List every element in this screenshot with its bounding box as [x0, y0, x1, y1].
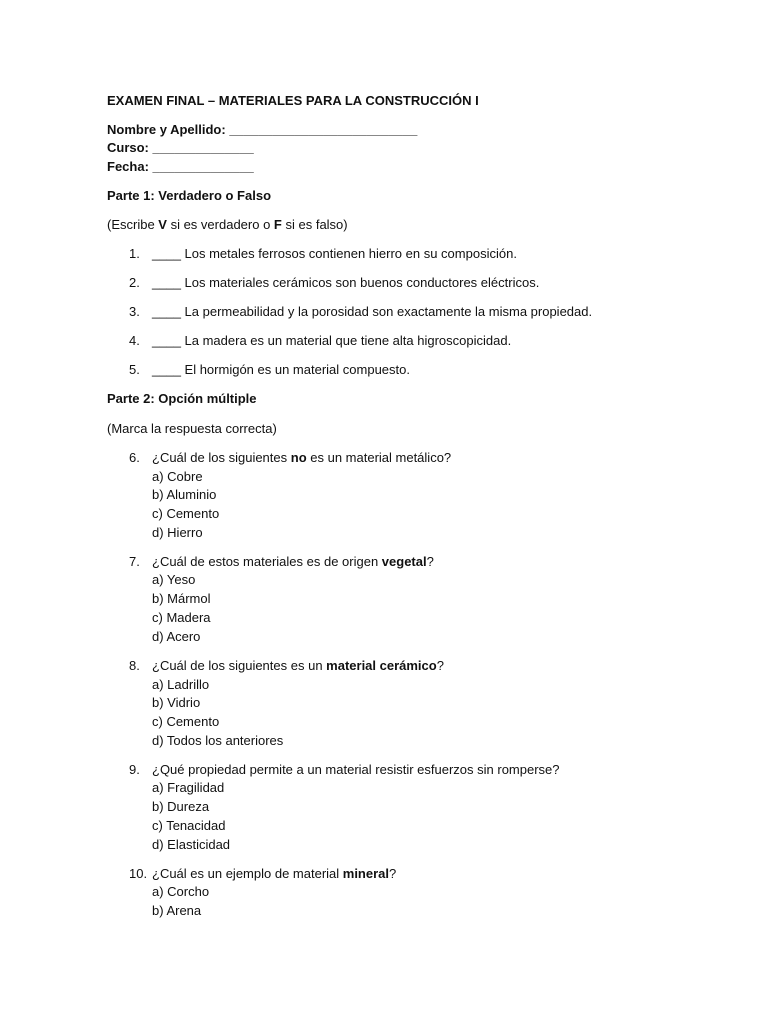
date-field [107, 158, 254, 176]
option: a) Fragilidad [152, 780, 225, 795]
answer-blank: ____ [152, 333, 181, 348]
tf-item [152, 274, 539, 292]
option: c) Cemento [152, 714, 220, 729]
question-number: 6. [129, 450, 140, 465]
option: c) Tenacidad [152, 818, 226, 833]
tf-item [152, 303, 592, 321]
item-number: 5. [129, 362, 140, 377]
part1-heading: Parte 1: Verdadero o Falso [107, 188, 272, 203]
option: d) Hierro [152, 525, 203, 540]
option: b) Arena [152, 903, 202, 918]
option: c) Cemento [152, 506, 220, 521]
answer-blank: ____ [152, 246, 181, 261]
question-pre: ¿Cuál es un ejemplo de material [152, 866, 343, 881]
question-post: ? [389, 866, 397, 881]
date-label: Fecha: [107, 159, 149, 174]
question-text [152, 761, 560, 779]
instr-text: (Escribe [107, 217, 159, 232]
option: a) Ladrillo [152, 677, 210, 692]
item-number: 1. [129, 246, 140, 261]
question-post: ? [436, 658, 444, 673]
name-field [107, 121, 417, 139]
question-number: 7. [129, 554, 140, 569]
answer-blank: ____ [152, 275, 181, 290]
question-text [152, 553, 434, 571]
option: a) Cobre [152, 469, 203, 484]
question-emphasis: mineral [342, 866, 390, 881]
question-pre: ¿Cuál de estos materiales es de origen [152, 554, 382, 569]
tf-item [152, 332, 511, 350]
course-blank: ______________ [152, 140, 254, 155]
option: b) Mármol [152, 591, 211, 606]
date-blank: ______________ [152, 159, 254, 174]
option: d) Elasticidad [152, 837, 231, 852]
question-text [152, 865, 396, 883]
option: a) Corcho [152, 884, 210, 899]
question-text [152, 657, 444, 675]
statement: La madera es un material que tiene alta higroscopicidad. [180, 333, 512, 348]
option: c) Madera [152, 610, 211, 625]
part2-instructions: (Marca la respuesta correcta) [107, 421, 277, 436]
instr-text: si es falso) [281, 217, 348, 232]
question-number: 10. [129, 866, 148, 881]
item-number: 3. [129, 304, 140, 319]
option: b) Aluminio [152, 487, 217, 502]
question-post: es un material metálico? [306, 450, 452, 465]
name-label: Nombre y Apellido: [107, 122, 226, 137]
item-number: 2. [129, 275, 140, 290]
instr-text: si es verdadero o [166, 217, 274, 232]
question-emphasis: vegetal [381, 554, 427, 569]
option: b) Vidrio [152, 695, 201, 710]
statement: El hormigón es un material compuesto. [180, 362, 410, 377]
course-label: Curso: [107, 140, 149, 155]
tf-item [152, 361, 410, 379]
option: d) Todos los anteriores [152, 733, 284, 748]
question-number: 8. [129, 658, 140, 673]
instr-v: V [158, 217, 167, 232]
name-blank: __________________________ [229, 122, 418, 137]
question-post: ? [426, 554, 434, 569]
option: a) Yeso [152, 572, 196, 587]
question-pre: ¿Cuál de los siguientes es un [152, 658, 327, 673]
question-emphasis: no [290, 450, 307, 465]
question-number: 9. [129, 762, 140, 777]
exam-title: EXAMEN FINAL – MATERIALES PARA LA CONSTRUCCIÓN I [107, 93, 479, 108]
option: b) Dureza [152, 799, 210, 814]
part2-heading: Parte 2: Opción múltiple [107, 391, 257, 406]
question-emphasis: material cerámico [326, 658, 437, 673]
question-pre: ¿Qué propiedad permite a un material resistir esfuerzos sin romperse? [152, 762, 560, 777]
question-text [152, 449, 451, 467]
item-number: 4. [129, 333, 140, 348]
instr-f: F [273, 217, 282, 232]
option: d) Acero [152, 629, 201, 644]
part1-instructions [107, 216, 348, 234]
statement: Los metales ferrosos contienen hierro en su composición. [180, 246, 517, 261]
question-pre: ¿Cuál de los siguientes [152, 450, 291, 465]
statement: Los materiales cerámicos son buenos conductores eléctricos. [180, 275, 540, 290]
answer-blank: ____ [152, 362, 181, 377]
tf-item [152, 245, 517, 263]
answer-blank: ____ [152, 304, 181, 319]
course-field [107, 139, 254, 157]
statement: La permeabilidad y la porosidad son exactamente la misma propiedad. [180, 304, 593, 319]
